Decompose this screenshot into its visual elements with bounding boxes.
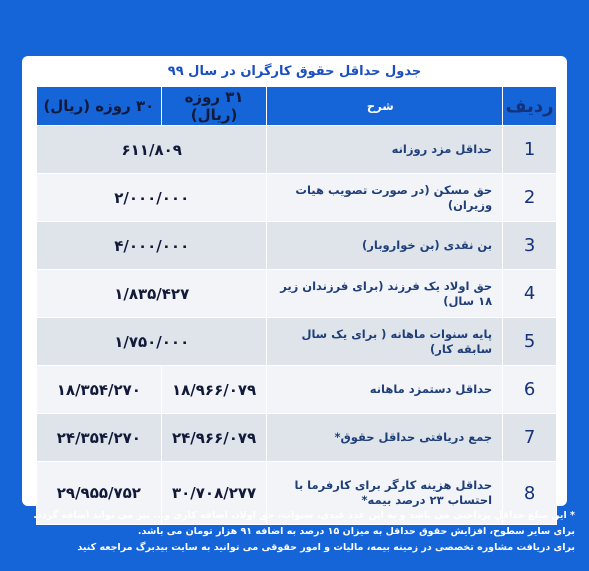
table-row xyxy=(37,222,557,270)
table-header-row xyxy=(37,87,557,126)
table-row xyxy=(37,126,557,174)
row-desc: حداقل هزینه کارگر برای کارفرما با احتساب ۲۳ درصد بیمه* xyxy=(267,462,503,525)
header-id: ردیف xyxy=(503,87,557,126)
row-desc: حداقل دستمزد ماهانه xyxy=(267,366,503,414)
row-id: 2 xyxy=(503,174,557,222)
row-id: 8 xyxy=(503,462,557,525)
salary-card xyxy=(22,56,567,506)
row-desc: حداقل مزد روزانه xyxy=(267,126,503,174)
row-id: 1 xyxy=(503,126,557,174)
table-title: جدول حداقل حقوق کارگران در سال ۹۹ xyxy=(167,64,422,79)
row-value-31-days: ۲۴/۹۶۶/۰۷۹ xyxy=(161,414,267,462)
row-value-31-days: ۱۸/۹۶۶/۰۷۹ xyxy=(161,366,267,414)
table-row xyxy=(37,270,557,318)
row-value-30-days: ۲۴/۳۵۴/۲۷۰ xyxy=(37,414,162,462)
row-id: 6 xyxy=(503,366,557,414)
row-value-30-days: ۲۹/۹۵۵/۷۵۲ xyxy=(37,462,162,525)
row-id: 4 xyxy=(503,270,557,318)
header-desc: شرح xyxy=(267,87,503,126)
row-desc: جمع دریافتی حداقل حقوق* xyxy=(267,414,503,462)
row-id: 3 xyxy=(503,222,557,270)
row-value: ۱/۸۳۵/۴۲۷ xyxy=(37,270,267,318)
table-row xyxy=(37,366,557,414)
row-desc: حق مسکن (در صورت تصویب هیات وزیران) xyxy=(267,174,503,222)
header-30-days: ۳۰ روزه (ریال) xyxy=(37,87,162,126)
row-desc: پایه سنوات ماهانه ( برای یک سال سابقه کار) xyxy=(267,318,503,366)
table-row xyxy=(37,414,557,462)
table-row xyxy=(37,174,557,222)
row-value: ۲/۰۰۰/۰۰۰ xyxy=(37,174,267,222)
footnote-line: * این مبلغ حداقل پرداختی می باشد و به این عدد عیدی، سنوات، حق اولاد، اضافه کاری و... نیز می تواند اضافه گردد. xyxy=(33,510,575,521)
row-value: ۶۱۱/۸۰۹ xyxy=(37,126,267,174)
row-value: ۴/۰۰۰/۰۰۰ xyxy=(37,222,267,270)
row-value-30-days: ۱۸/۳۵۴/۲۷۰ xyxy=(37,366,162,414)
row-id: 7 xyxy=(503,414,557,462)
footnotes xyxy=(15,508,575,556)
header-31-days: ۳۱ روزه (ریال) xyxy=(161,87,267,126)
row-desc: حق اولاد یک فرزند (برای فرزندان زیر ۱۸ سال) xyxy=(267,270,503,318)
footnote-line: برای سایر سطوح، افزایش حقوق حداقل به میزان ۱۵ درصد به اضافه ۹۱ هزار تومان می باشد. xyxy=(137,526,575,537)
footnote-line: برای دریافت مشاوره تخصصی در زمینه بیمه، مالیات و امور حقوقی می توانید به سایت بیدبرگ مراجعه کنید xyxy=(77,542,575,553)
row-id: 5 xyxy=(503,318,557,366)
salary-table xyxy=(36,86,557,525)
row-value: ۱/۷۵۰/۰۰۰ xyxy=(37,318,267,366)
table-row xyxy=(37,318,557,366)
row-desc: بن نقدی (بن خواروبار) xyxy=(267,222,503,270)
row-value-31-days: ۳۰/۷۰۸/۲۷۷ xyxy=(161,462,267,525)
